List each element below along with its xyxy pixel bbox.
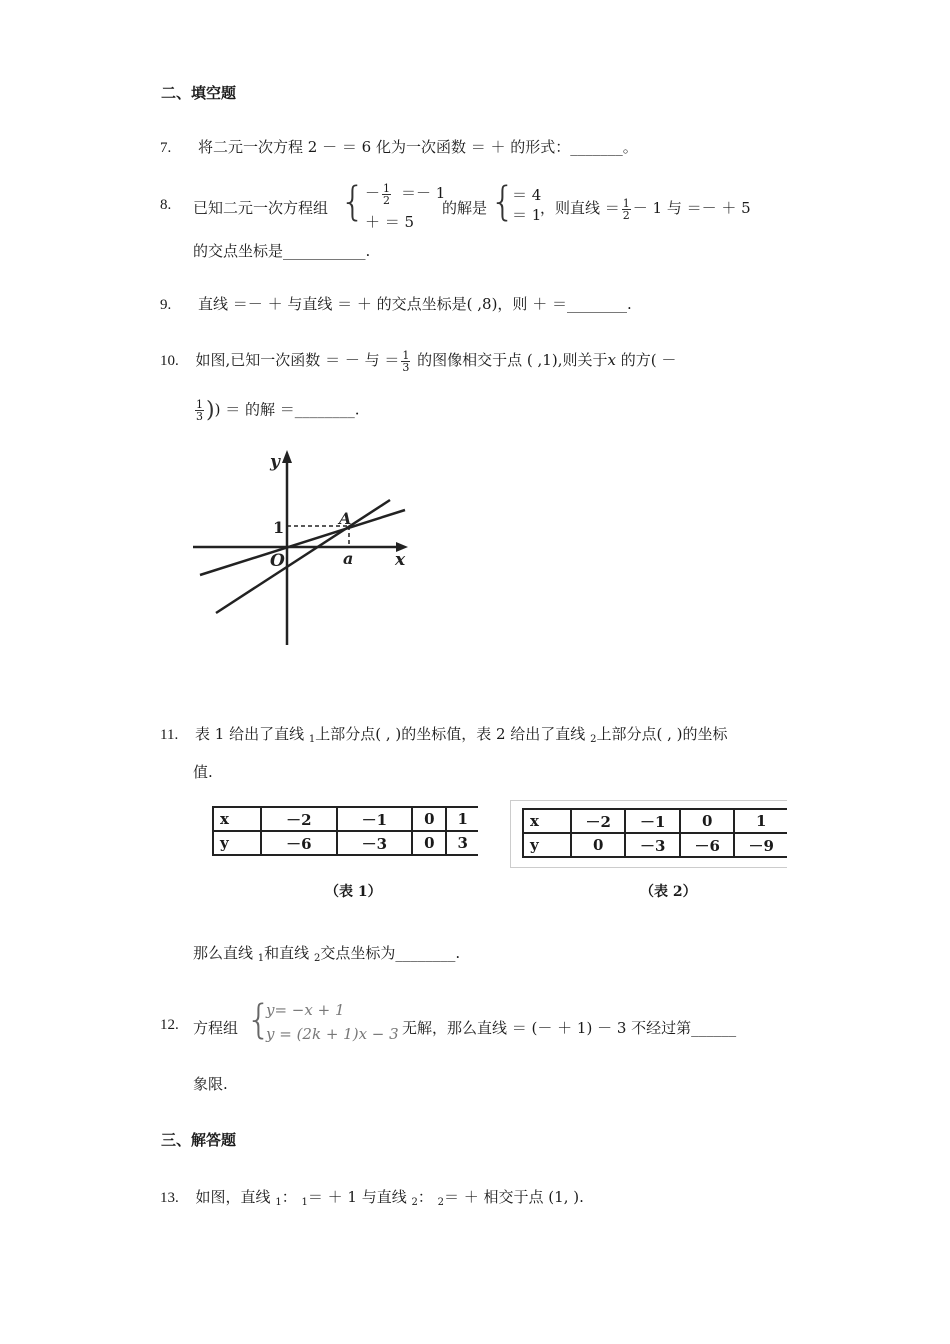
question-number: 13. [160,1190,179,1206]
table-2 [522,808,787,858]
line-y-kx-b [216,500,390,613]
question-text: 的解是 [442,199,488,217]
system-eq-2: ＋ ＝ 5 [365,213,415,231]
question-number: 9. [160,297,172,313]
answer-blank[interactable]: ___________ [283,242,366,260]
question-text-end: 。 [622,138,638,156]
question-text: ，则直线 ＝ $\frac{1}{2}$ － 1 与 ＝－ ＋ 5 [540,196,751,222]
question-number: 10. [160,353,179,369]
origin-label: O [270,551,285,571]
question-12 [160,998,800,1048]
question-text: 无解，那么直线 ＝ (－ ＋ 1) － 3 不经过第______ [402,1019,737,1037]
question-12-line2: 象限. [193,1075,228,1093]
solution-1: ＝ 4 [512,186,542,204]
question-text: 将二元一次方程 2 － ＝ 6 化为一次函数 ＝ ＋ 的形式： [198,138,571,156]
question-11-ask: 那么直线 $_1$和直线 $_2$交点坐标为________. [193,944,461,964]
table-1 [212,806,478,856]
table-row: x －2 －1 0 1 [213,807,478,831]
question-7 [160,136,638,157]
question-text: 已知二元一次方程组 [193,199,329,217]
answer-blank[interactable]: _______ [570,138,623,156]
table-row: x －2 －1 0 1 [523,809,787,833]
answer-blank[interactable]: ________ [395,944,456,962]
function-graph [190,445,420,655]
question-number: 11. [160,727,179,743]
table-row: y 0 －3 －6 －9 [523,833,787,857]
table-1-caption: （表 1） [325,884,382,900]
question-10: 10. 如图,已知一次函数 ＝ － 与 ＝ $\frac{1}{3}$ 的图像相交于点 ( ,1),则关于x 的方( － [160,348,677,374]
left-brace-icon: { [340,179,366,225]
question-text: 直线 ＝－ ＋ 与直线 ＝ ＋ 的交点坐标是( ,8)，则 ＋ ＝ [198,295,567,313]
answer-blank[interactable]: ________ [294,400,355,419]
x-a-label: a [343,549,354,568]
question-13: 13. 如图，直线 $_1$： $_1$＝ ＋ 1 与直线 $_2$： $_2$＝ ＋ 相交于点 (1, ). [160,1188,584,1208]
question-number: 7. [160,140,172,156]
section-title: 三、解答题 [161,1131,237,1149]
y-one-label: 1 [273,518,285,537]
section-title: 二、填空题 [161,84,237,102]
question-11: 11. 表 1 给出了直线 $_1$上部分点( , )的坐标值，表 2 给出了直线 $_2$上部分点( , )的坐标 [160,725,728,745]
answer-blank[interactable]: ______ [691,1019,737,1037]
question-8-line2: 的交点坐标是___________. [193,242,371,260]
system-eq-1: y= −x + 1 [266,1001,345,1019]
answer-blank[interactable]: ________ [566,295,627,313]
point-a-label: A [339,509,352,528]
x-axis-label: x [395,550,406,570]
question-11-line2: 值. [193,763,213,781]
table-2-caption: （表 2） [640,884,697,900]
question-text: 如图,已知一次函数 ＝ － 与 ＝ [195,351,400,369]
solution-2: ＝ 1 [512,206,542,224]
question-text: 方程组 [193,1019,239,1037]
question-9: 9. 直线 ＝－ ＋ 与直线 ＝ ＋ 的交点坐标是( ,8)，则 ＋ ＝________. [160,295,632,313]
left-brace-icon: { [246,997,272,1043]
table-row: y －6 －3 0 3 [213,831,478,855]
system-eq-1: － $\frac{1}{2}$ ＝－ 1 [365,181,446,207]
question-number: 8. [160,197,172,213]
question-number: 12. [160,1017,179,1033]
left-brace-icon: { [490,179,516,225]
system-eq-2: y = (2k + 1)x − 3 [266,1025,399,1043]
line-y-third-x [200,510,405,575]
y-axis-label: y [270,452,280,472]
question-10-line2: $\frac{1}{3}$ )) ＝ 的解 ＝________. [196,398,360,423]
y-axis-arrow-icon [282,450,292,463]
